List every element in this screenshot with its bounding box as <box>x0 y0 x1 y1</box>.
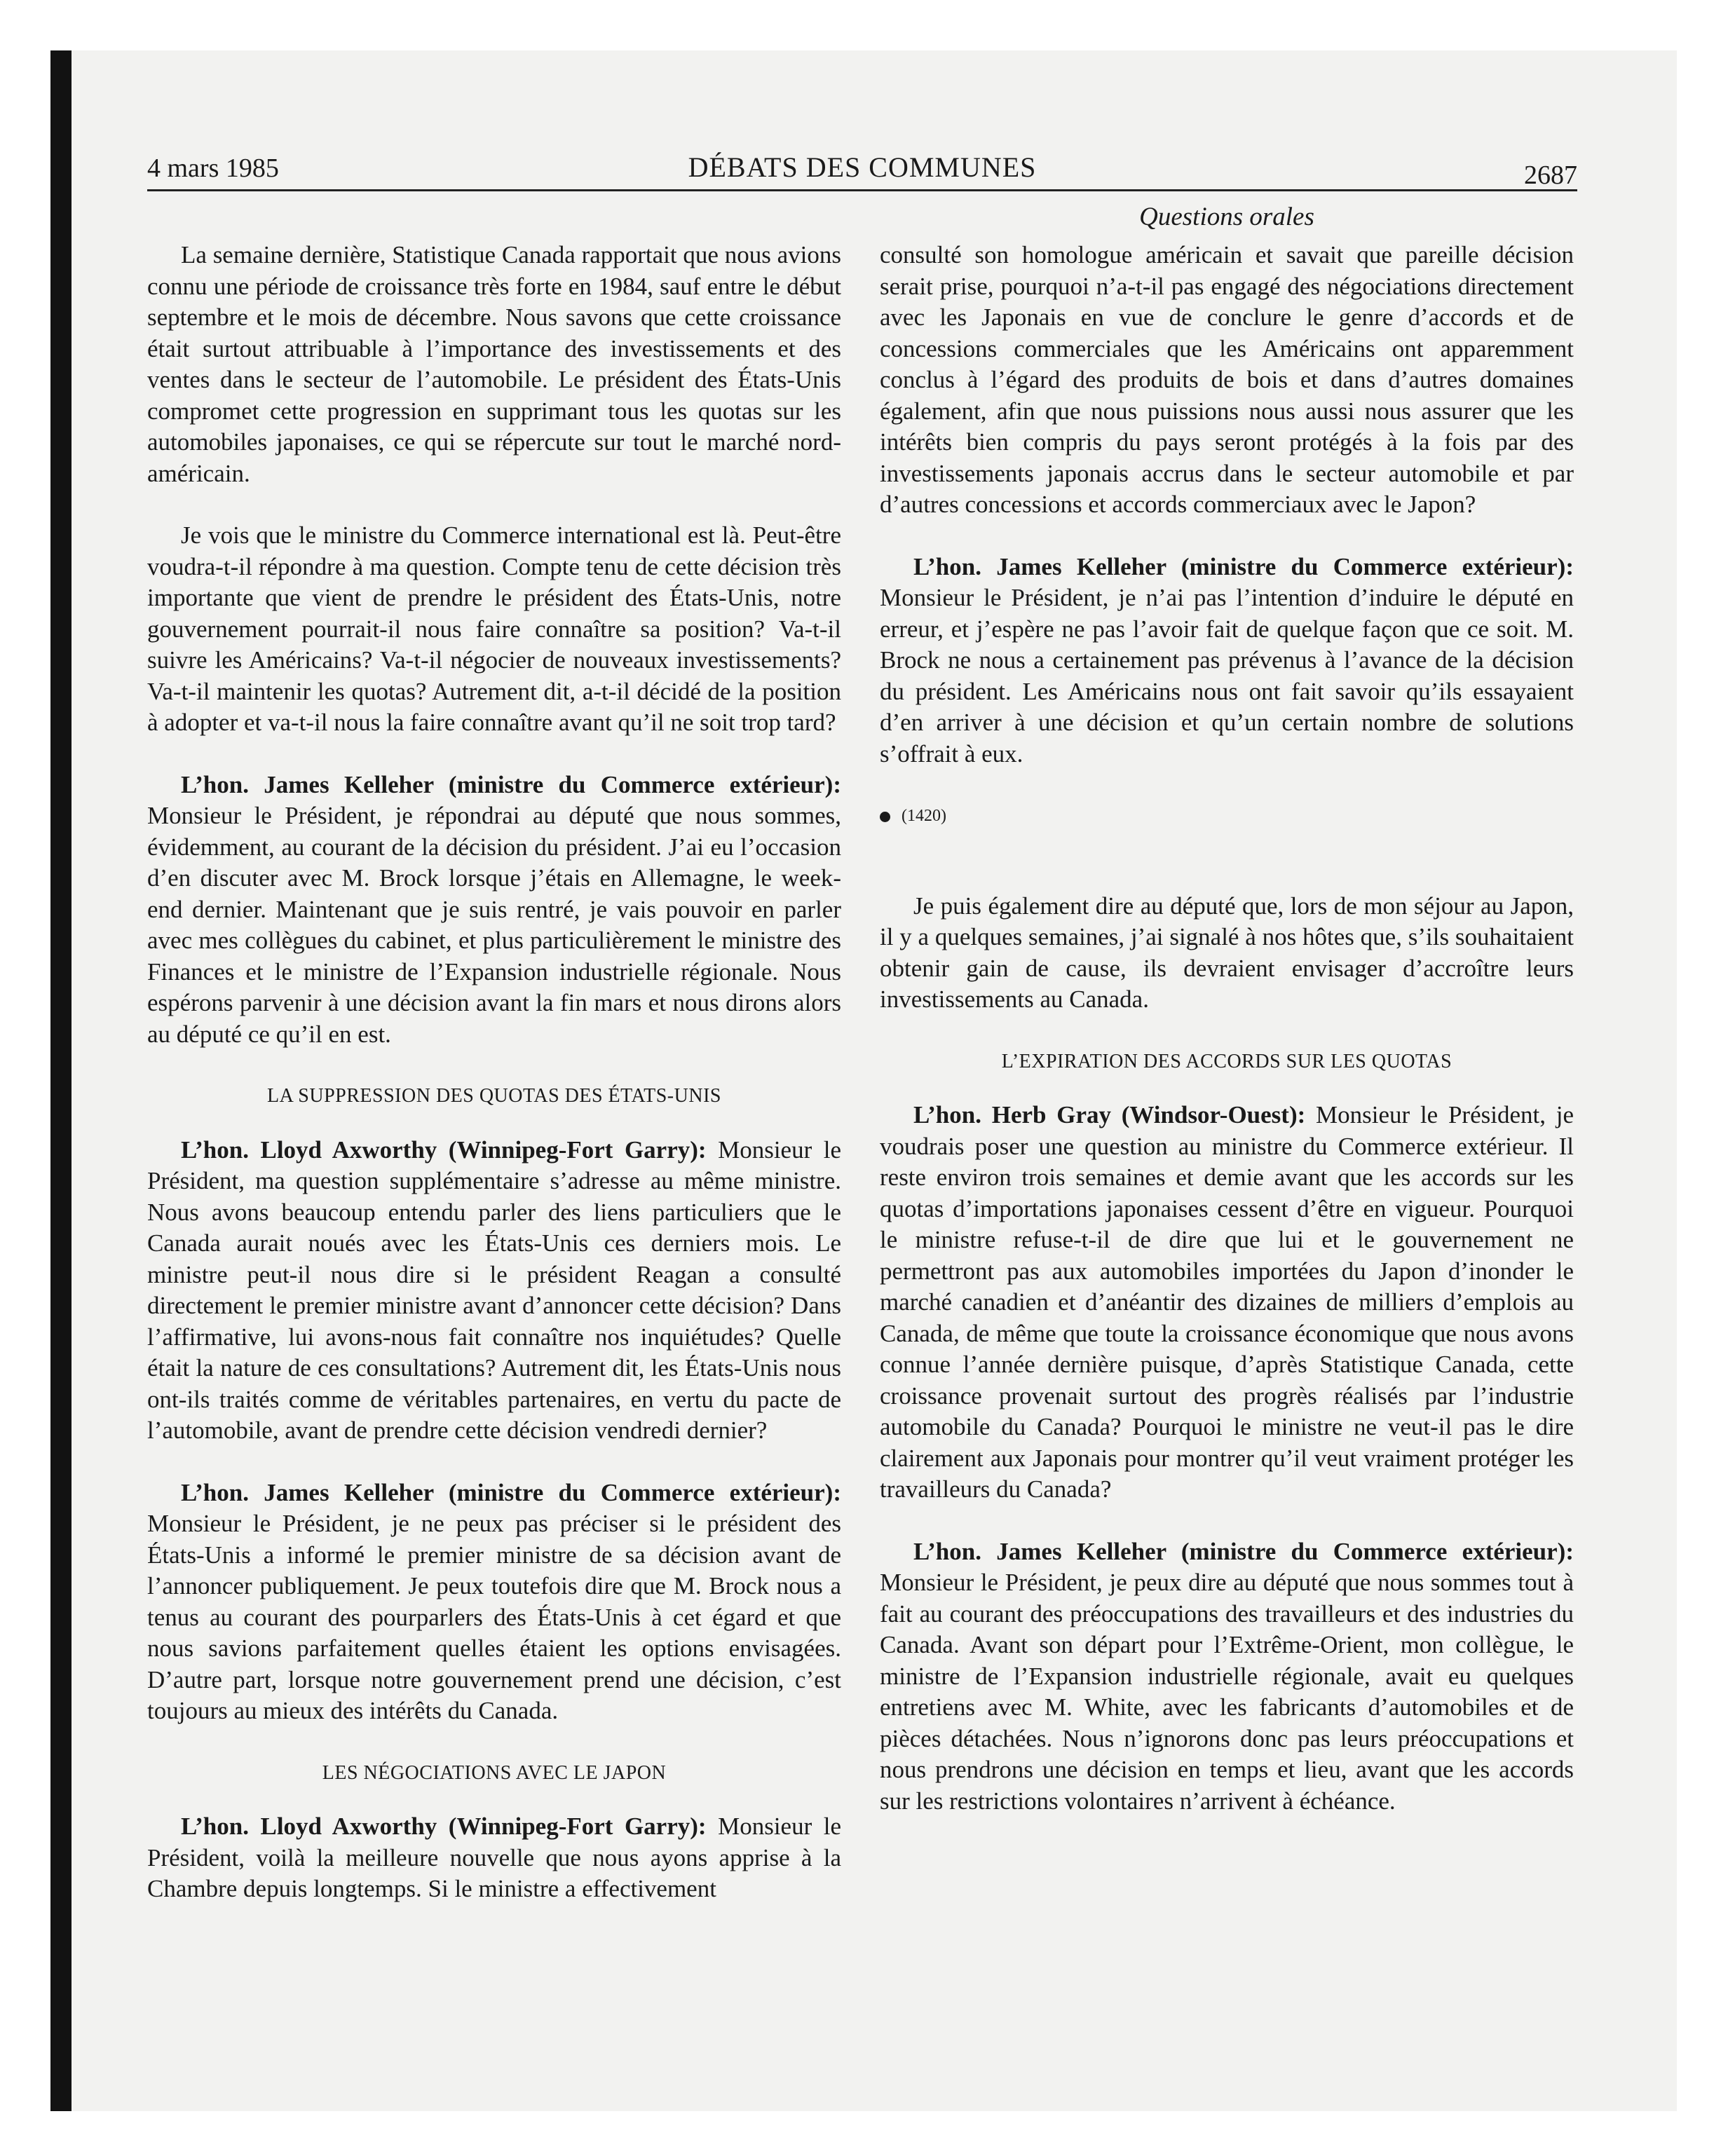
paragraph <box>880 552 1574 770</box>
header-title: DÉBATS DES COMMUNES <box>688 151 1037 183</box>
paragraph: consulté son homologue américain et savait que pareille décision serait prise, pourquoi n’a-t-il pas engagé des négociations directement avec les Japonais en vue de conclure le genre d’accords et de concessions commerciales que les Américains ont apparemment conclus à l’égard des produits de bois et dans d’autres domaines également, afin que nous puissions nous aussi nous assurer que les intérêts bien compris du pays seront protégés à la fois par des investissements japonais accrus dans le secteur automobile et par d’autres concessions et accords commerciaux avec le Japon? <box>880 241 1574 518</box>
paragraph <box>147 770 841 1051</box>
speaker-name: L’hon. Herb Gray (Windsor-Ouest): <box>913 1101 1306 1128</box>
speech-text: Monsieur le Président, je voudrais poser une question au ministre du Commerce extérieur. Il reste environ trois semaines et demie avant que les accords sur les quotas d’importations japonaises cessent d’être en vigueur. Pourquoi le ministre refuse-t-il de dire que lui et le gouvernement ne permettront pas aux automobiles importées du Japon d’inonder le marché canadien et d’anéantir des dizaines de milliers d’emplois au Canada, de même que toute la croissance économique que nous avons connue l’année dernière puisque, d’après Statistique Canada, cette croissance provenait surtout des progrès réalisés par l’industrie automobile du Canada? Pourquoi le ministre ne veut-il pas le dire clairement aux Japonais pour montrer qu’il veut vraiment protéger les travailleurs du Canada? <box>880 1101 1574 1503</box>
paragraph <box>880 1536 1574 1817</box>
speaker-name: L’hon. James Kelleher (ministre du Commerce extérieur): <box>181 1478 841 1506</box>
paragraph <box>147 1478 841 1727</box>
section-heading: LES NÉGOCIATIONS AVEC LE JAPON <box>322 1761 667 1784</box>
speaker-name: L’hon. James Kelleher (ministre du Commerce extérieur): <box>913 1537 1574 1565</box>
paragraph <box>147 1135 841 1447</box>
speaker-name: L’hon. Lloyd Axworthy (Winnipeg-Fort Garry): <box>181 1135 707 1164</box>
speech-text: Monsieur le Président, je peux dire au député que nous sommes tout à fait au courant des préoccupations des travailleurs et des industries du Canada. Avant son départ pour l’Extrême-Orient, mon collègue, le ministre de l’Expansion industrielle régionale, avait eu quelques entretiens avec M. White, avec les fabricants d’automobiles et de pièces détachées. Nous n’ignorons donc pas leurs préoccupations et nous prendrons une décision en temps et lieu, avant que les accords sur les restrictions volontaires n’arrivent à échéance. <box>880 1569 1574 1815</box>
speech-text: Monsieur le Président, je ne peux pas préciser si le président des États-Unis a informé le premier ministre de sa décision avant de l’annoncer publiquement. Je peux toutefois dire que M. Brock nous a tenus au courant des pourparlers des États-Unis à cet égard et que nous savions parfaitement quelles étaient les options envisagées. D’autre part, lorsque notre gouvernement prend une décision, c’est toujours au mieux des intérêts du Canada. <box>147 1510 841 1724</box>
page-number: 2687 <box>1524 161 1577 190</box>
paragraph: Je vois que le ministre du Commerce international est là. Peut-être voudra-t-il répondre à ma question. Compte tenu de cette décision très importante que vient de prendre le président des États-Unis, notre gouvernement pourrait-il nous faire connaître sa position? Va-t-il suivre les Américains? Va-t-il négocier de nouveaux investissements? Va-t-il maintenir les quotas? Autrement dit, a-t-il décidé de la position à adopter et va-t-il nous la faire connaître avant qu’il ne soit trop tard? <box>147 521 841 736</box>
speech-text: Monsieur le Président, voilà la meilleure nouvelle que nous ayons apprise à la Chambre depuis longtemps. Si le ministre a effectivement <box>147 1813 841 1902</box>
right-column <box>880 240 1574 1848</box>
section-heading: LA SUPPRESSION DES QUOTAS DES ÉTATS-UNIS <box>267 1085 721 1107</box>
paragraph <box>880 1100 1574 1506</box>
section-subheading: Questions orales <box>1139 203 1314 231</box>
paragraph: Je puis également dire au député que, lors de mon séjour au Japon, il y a quelques semaines, j’ai signalé à nos hôtes que, s’ils souhaitaient obtenir gain de cause, ils devraient envisager d’accroître leurs investissements au Canada. <box>880 892 1574 1013</box>
header-date: 4 mars 1985 <box>147 153 279 183</box>
speech-text: Monsieur le Président, ma question supplémentaire s’adresse au même ministre. Nous avons beaucoup entendu parler des liens particuliers que le Canada aurait noués avec les États-Unis ces derniers mois. Le ministre peut-il nous dire si le président Reagan a consulté directement le premier ministre avant d’annoncer cette décision? Dans l’affirmative, lui avons-nous fait connaître nos inquiétudes? Quelle était la nature de ces consultations? Autrement dit, les États-Unis nous ont-ils traités comme de véritables partenaires, en vertu du pacte de l’automobile, avant de prendre cette décision vendredi dernier? <box>147 1135 841 1444</box>
speech-text: Monsieur le Président, je n’ai pas l’intention d’induire le député en erreur, et j’espère ne pas l’avoir fait de quelque façon que ce soit. M. Brock ne nous a certainement pas prévenus à l’avance de la décision du président. Les Américains nous ont fait savoir qu’ils essayaient d’en arriver à une décision et qu’un certain nombre de solutions s’offrait à eux. <box>880 584 1574 767</box>
speaker-name: L’hon. Lloyd Axworthy (Winnipeg-Fort Garry): <box>181 1813 707 1840</box>
binding-edge <box>50 50 72 2111</box>
bullet-dot-icon <box>880 812 890 822</box>
section-heading: L’EXPIRATION DES ACCORDS SUR LES QUOTAS <box>1001 1050 1452 1072</box>
speaker-name: L’hon. James Kelleher (ministre du Commerce extérieur): <box>913 552 1574 580</box>
paragraph <box>147 1811 841 1905</box>
left-column <box>147 240 841 1936</box>
time-marker-label: (1420) <box>901 807 946 825</box>
paragraph: La semaine dernière, Statistique Canada rapportait que nous avions connu une période de croissance très forte en 1984, sauf entre le début septembre et le mois de décembre. Nous savons que cette croissance était surtout attribuable à l’importance des investissements et des ventes dans le secteur de l’automobile. Le président des États-Unis compromet cette progression en supprimant tous les quotas sur les automobiles japonaises, ce qui se répercute sur tout le marché nord-américain. <box>147 241 841 487</box>
speaker-name: L’hon. James Kelleher (ministre du Commerce extérieur): <box>181 770 841 798</box>
running-header <box>147 147 1577 191</box>
speech-text: Monsieur le Président, je répondrai au député que nous sommes, évidemment, au courant de la décision du président. J’ai eu l’occasion d’en discuter avec M. Brock lorsque j’étais en Allemagne, le week-end dernier. Maintenant que je suis rentré, je vais pouvoir en parler avec mes collègues du cabinet, et plus particulièrement le ministre des Finances et le ministre de l’Expansion industrielle régionale. Nous espérons parvenir à une décision avant la fin mars et nous dirons alors au député ce qu’il en est. <box>147 802 841 1048</box>
time-marker <box>880 800 1574 832</box>
